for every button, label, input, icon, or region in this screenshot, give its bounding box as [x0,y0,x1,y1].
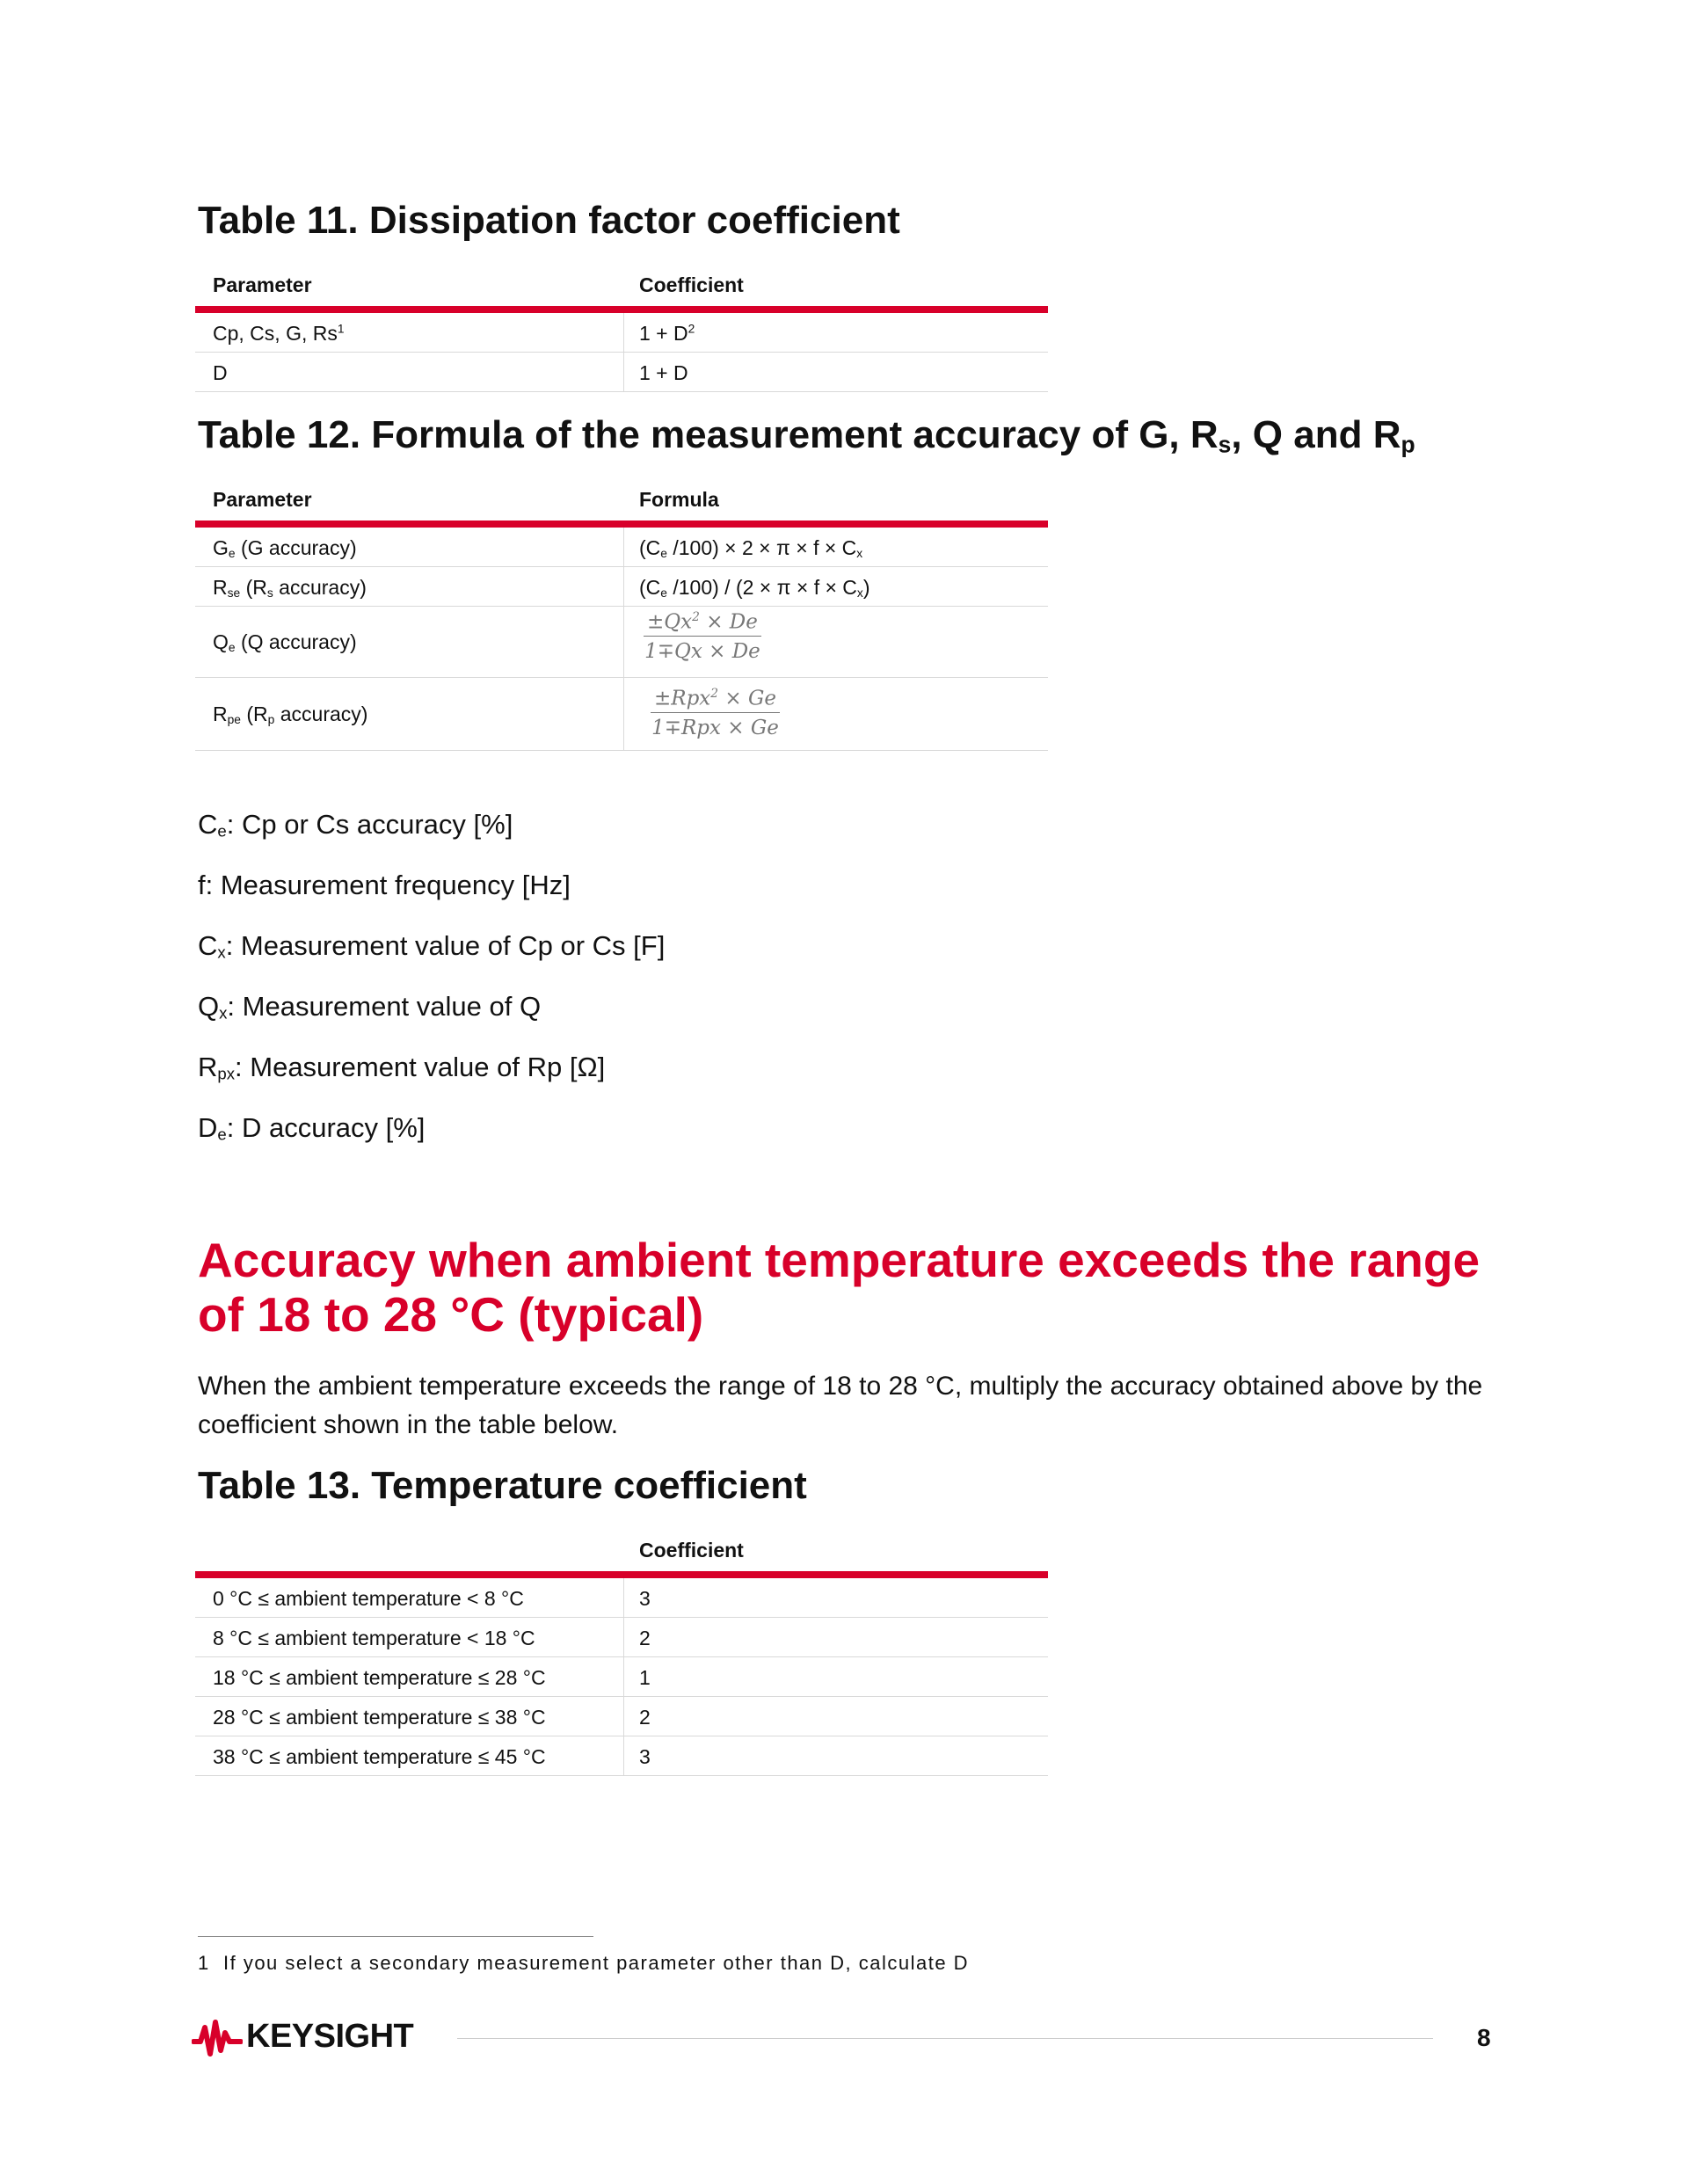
legend-item: $C_x$: Measurement value of Cp or Cs [F] [198,930,666,962]
table-row [195,1697,1048,1736]
table-cell-coefficient: $1 + D^2$ [639,322,695,345]
footnote-text: If you select a secondary measurement parameter other than D, calculate D [222,1952,970,1974]
footer-divider [457,2038,1433,2039]
table-cell-coefficient: 1 + D [639,361,688,384]
table-cell-parameter: $G_e$ (G accuracy) [213,536,357,560]
table-cell-range: 0 °C ≤ ambient temperature < 8 °C [213,1587,524,1610]
legend-item: f: Measurement frequency [Hz] [198,870,571,900]
table-cell-range: 38 °C ≤ ambient temperature ≤ 45 °C [213,1745,546,1768]
footnote-number: 1 [198,1952,210,1974]
table-13-title: Table 13. Temperature coefficient [198,1464,807,1507]
table-cell-parameter: $R_{se}$ ($R_s$ accuracy) [213,576,367,600]
table-cell-coefficient: 2 [639,1627,651,1649]
table-row [195,528,1048,567]
formula-fraction-rp: ±Rpx$^2$ × Ge 1∓Rpx × Ge [651,687,779,740]
table-11-header [195,262,1048,313]
footnote [198,1952,969,1975]
table-row [195,567,1048,607]
table-row [195,1618,1048,1657]
table-12-header-formula: Formula [639,488,719,511]
table-row [195,1578,1048,1618]
table-11-title: Table 11. Dissipation factor coefficient [198,199,900,242]
legend-item: $D_e$: D accuracy [%] [198,1112,426,1144]
legend-item: $Q_x$: Measurement value of Q [198,991,542,1023]
table-12 [195,477,1048,751]
table-row [195,607,1048,678]
table-cell-coefficient: 3 [639,1745,651,1768]
table-12-header-parameter: Parameter [213,488,312,511]
table-12-header [195,477,1048,528]
table-cell-coefficient: 1 [639,1666,651,1689]
table-11-header-coefficient: Coefficient [639,273,744,296]
table-cell-range: 8 °C ≤ ambient temperature < 18 °C [213,1627,535,1649]
table-cell-coefficient: 2 [639,1706,651,1729]
table-13-header-coefficient: Coefficient [639,1539,744,1562]
table-cell-parameter: D [213,361,228,384]
table-cell-parameter: Cp, Cs, G, Rs$^1$ [213,322,345,345]
section-body: When the ambient temperature exceeds the range of 18 to 28 °C, multiply the accuracy obtained above by the coefficient shown in the table below. [198,1372,1483,1439]
table-cell-parameter: $R_{pe}$ ($R_p$ accuracy) [213,703,368,726]
table-cell-formula: ($C_e$ $/100) / (2 \times \pi \times f \times C_x)$ [639,576,870,600]
legend-item: $C_e$: Cp or Cs accuracy [%] [198,809,513,841]
table-11 [195,262,1048,392]
table-13 [195,1527,1048,1776]
page-number: 8 [1477,2024,1491,2051]
formula-fraction-q: $\frac{\pm Qx^2 \times De}{1\mp Qx \times De}$ [644,610,760,664]
table-13-header [195,1527,1048,1578]
table-row [195,1736,1048,1776]
table-cell-parameter: $Q_e$ (Q accuracy) [213,630,357,654]
table-cell-formula: ($C_e$ $/100) \times 2 \times \pi \times f \times C_x$ [639,536,863,560]
table-12-title: Table 12. Formula of the measurement accuracy of G, $R_s$, Q and $R_p$ [198,413,1415,458]
table-11-header-parameter: Parameter [213,273,312,296]
table-row [195,678,1048,751]
footnote-ref: 1 [337,322,345,336]
section-heading: Accuracy when ambient temperature exceeds the range of 18 to 28 °C (typical) [198,1233,1481,1342]
keysight-wave-icon [192,2015,243,2061]
table-cell-range: 28 °C ≤ ambient temperature ≤ 38 °C [213,1706,546,1729]
table-cell-range: 18 °C ≤ ambient temperature ≤ 28 °C [213,1666,546,1689]
table-row [195,353,1048,392]
brand-name: KEYSIGHT [246,2018,414,2055]
table-cell-coefficient: 3 [639,1587,651,1610]
legend-item: $R_{px}$: Measurement value of Rp [Ω] [198,1052,606,1083]
footnote-divider [198,1936,593,1937]
table-row [195,313,1048,353]
table-row [195,1657,1048,1697]
